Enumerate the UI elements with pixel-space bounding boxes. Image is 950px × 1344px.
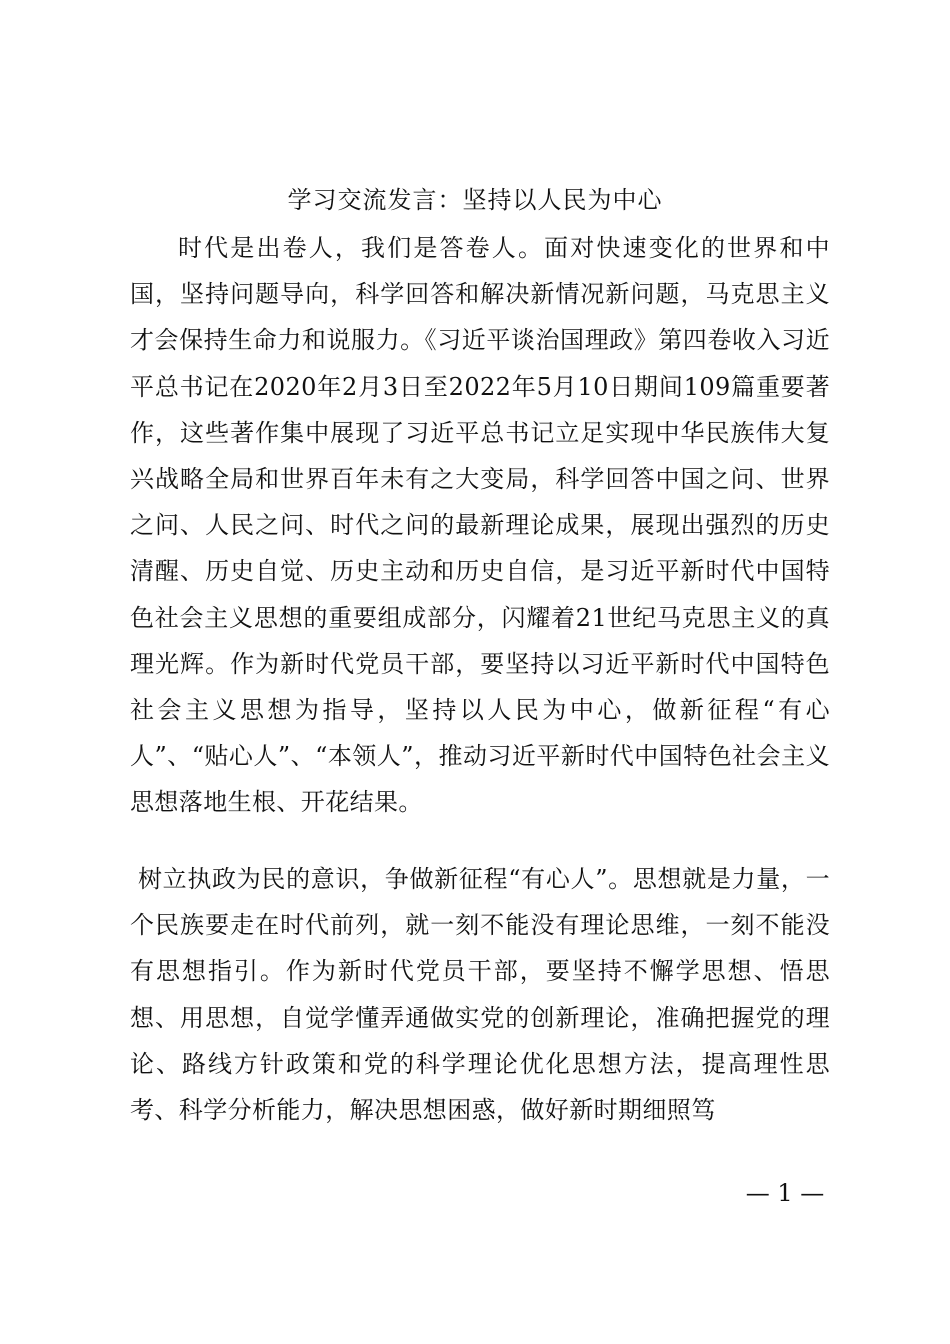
document-title: 学习交流发言：坚持以人民为中心 — [287, 186, 663, 214]
page-number: — 1 — — [745, 1179, 825, 1207]
paragraph-intro: 时代是出卷人，我们是答卷人。面对快速变化的世界和中国，坚持问题导向，科学回答和解决新情况新问题，马克思主义才会保持生命力和说服力。《习近平谈治国理政》第四卷收入习近平总书记在2020年2月3日至2022年5月10日期间109篇重要著作，这些著作集中展现了习近平总书记立足实现中华民族伟大复兴战略全局和世界百年未有之大变局，科学回答中国之问、世界之问、人民之问、时代之问的最新理论成果，展现出强烈的历史清醒、历史自觉、历史主动和历史自信，是习近平新时代中国特色社会主义思想的重要组成部分，闪耀着21世纪马克思主义的真理光辉。作为新时代党员干部，要坚持以习近平新时代中国特色社会主义思想为指导，坚持以人民为中心，做新征程“有心人”、“贴心人”、“本领人”，推动习近平新时代中国特色社会主义思想落地生根、开花结果。 — [130, 234, 830, 817]
paragraph-section-one: 树立执政为民的意识，争做新征程“有心人”。思想就是力量，一个民族要走在时代前列，就一刻不能没有理论思维，一刻不能没有思想指引。作为新时代党员干部，要坚持不懈学思想、悟思想、用思想，自觉学懂弄通做实党的创新理论，准确把握党的理论、路线方针政策和党的科学理论优化思想方法，提高理性思考、科学分析能力，解决思想困惑，做好新时期细照笃 — [130, 865, 830, 1125]
